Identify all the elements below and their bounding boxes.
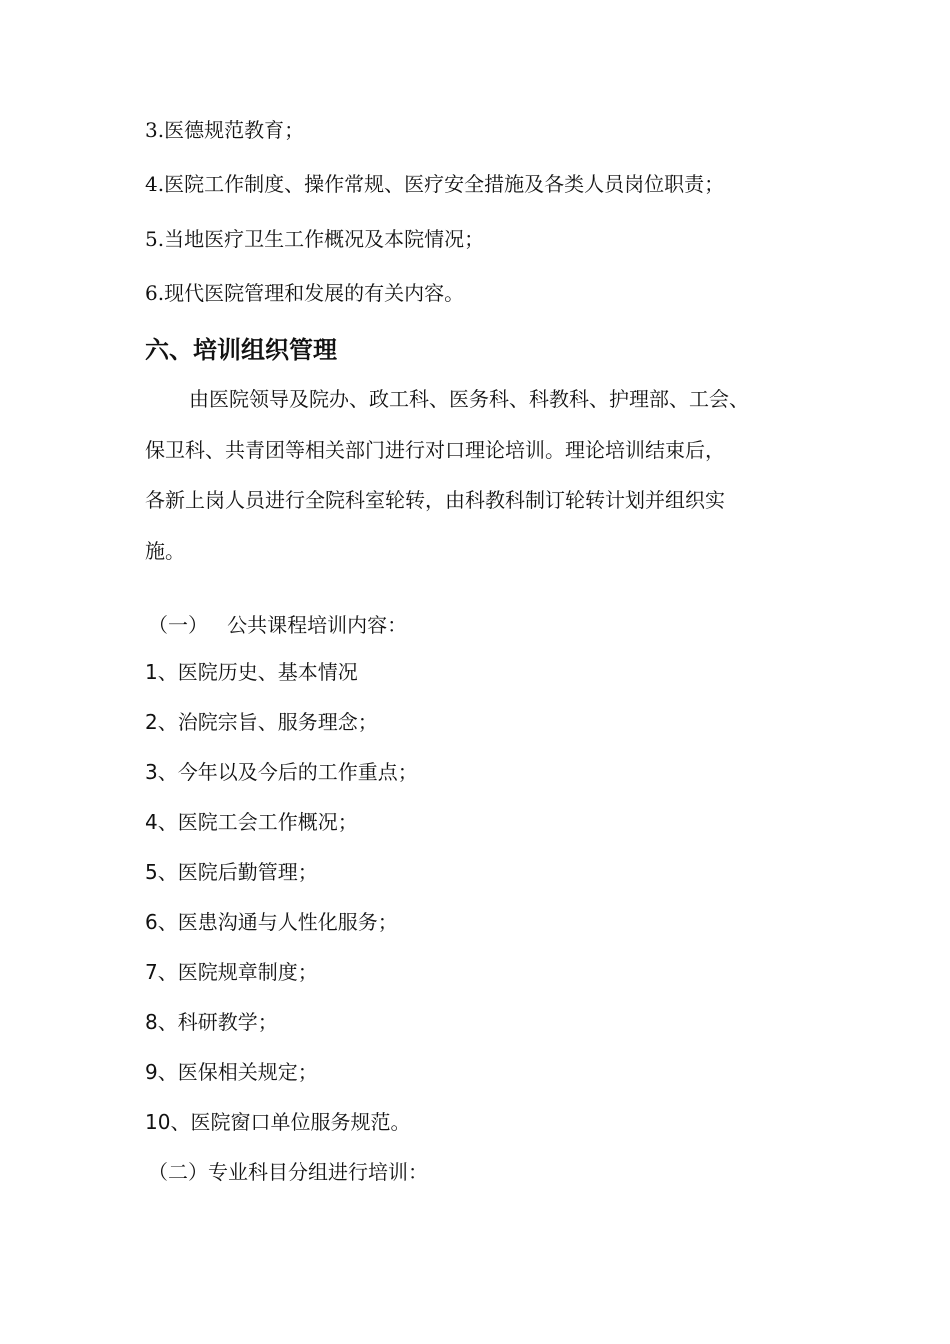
list-item xyxy=(145,1008,278,1036)
list-item xyxy=(145,1058,318,1086)
list-text: 、今年以及今后的工作重点； xyxy=(157,760,418,784)
list-text: 、治院宗旨、服务理念； xyxy=(157,710,378,734)
paragraph-line: 各新上岗人员进行全院科室轮转，由科教科制订轮转计划并组织实 xyxy=(145,488,725,512)
list-number: 4 xyxy=(145,810,158,834)
list-item xyxy=(145,658,358,686)
list-item xyxy=(145,758,418,786)
list-text: 、医保相关规定； xyxy=(157,1060,318,1084)
list-text: 、医患沟通与人性化服务； xyxy=(157,910,398,934)
list-item xyxy=(145,958,318,986)
list-item: 6.现代医院管理和发展的有关内容。 xyxy=(145,281,465,305)
list-text: 、科研教学； xyxy=(157,1010,278,1034)
list-number: 7 xyxy=(145,960,158,984)
list-text: 、医院历史、基本情况 xyxy=(157,660,358,684)
list-number: 9 xyxy=(145,1060,158,1084)
list-number: 3 xyxy=(145,760,158,784)
list-item xyxy=(145,1108,410,1136)
paragraph-line: 保卫科、共青团等相关部门进行对口理论培训。理论培训结束后， xyxy=(145,438,725,462)
list-number: 10 xyxy=(145,1110,171,1134)
list-item xyxy=(145,908,398,936)
subsection-title: （二）专业科目分组进行培训： xyxy=(148,1160,428,1184)
list-item xyxy=(145,708,378,736)
list-text: 、医院工会工作概况； xyxy=(157,810,358,834)
list-text: 、医院窗口单位服务规范。 xyxy=(170,1110,411,1134)
list-number: 6 xyxy=(145,910,158,934)
list-item: 4.医院工作制度、操作常规、医疗安全措施及各类人员岗位职责； xyxy=(145,172,725,196)
list-item xyxy=(145,808,358,836)
list-text: 、医院规章制度； xyxy=(157,960,318,984)
list-item: 5.当地医疗卫生工作概况及本院情况； xyxy=(145,227,485,251)
list-number: 2 xyxy=(145,710,158,734)
list-text: 、医院后勤管理； xyxy=(157,860,318,884)
section-heading: 六、培训组织管理 xyxy=(145,336,337,364)
list-number: 8 xyxy=(145,1010,158,1034)
list-number: 5 xyxy=(145,860,158,884)
list-number: 1 xyxy=(145,660,158,684)
list-item: 3.医德规范教育； xyxy=(145,118,305,142)
list-item xyxy=(145,858,318,886)
paragraph-line: 由医院领导及院办、政工科、医务科、科教科、护理部、工会、 xyxy=(189,387,749,411)
subsection-title: （一） 公共课程培训内容： xyxy=(148,613,408,637)
paragraph-line: 施。 xyxy=(145,539,185,563)
